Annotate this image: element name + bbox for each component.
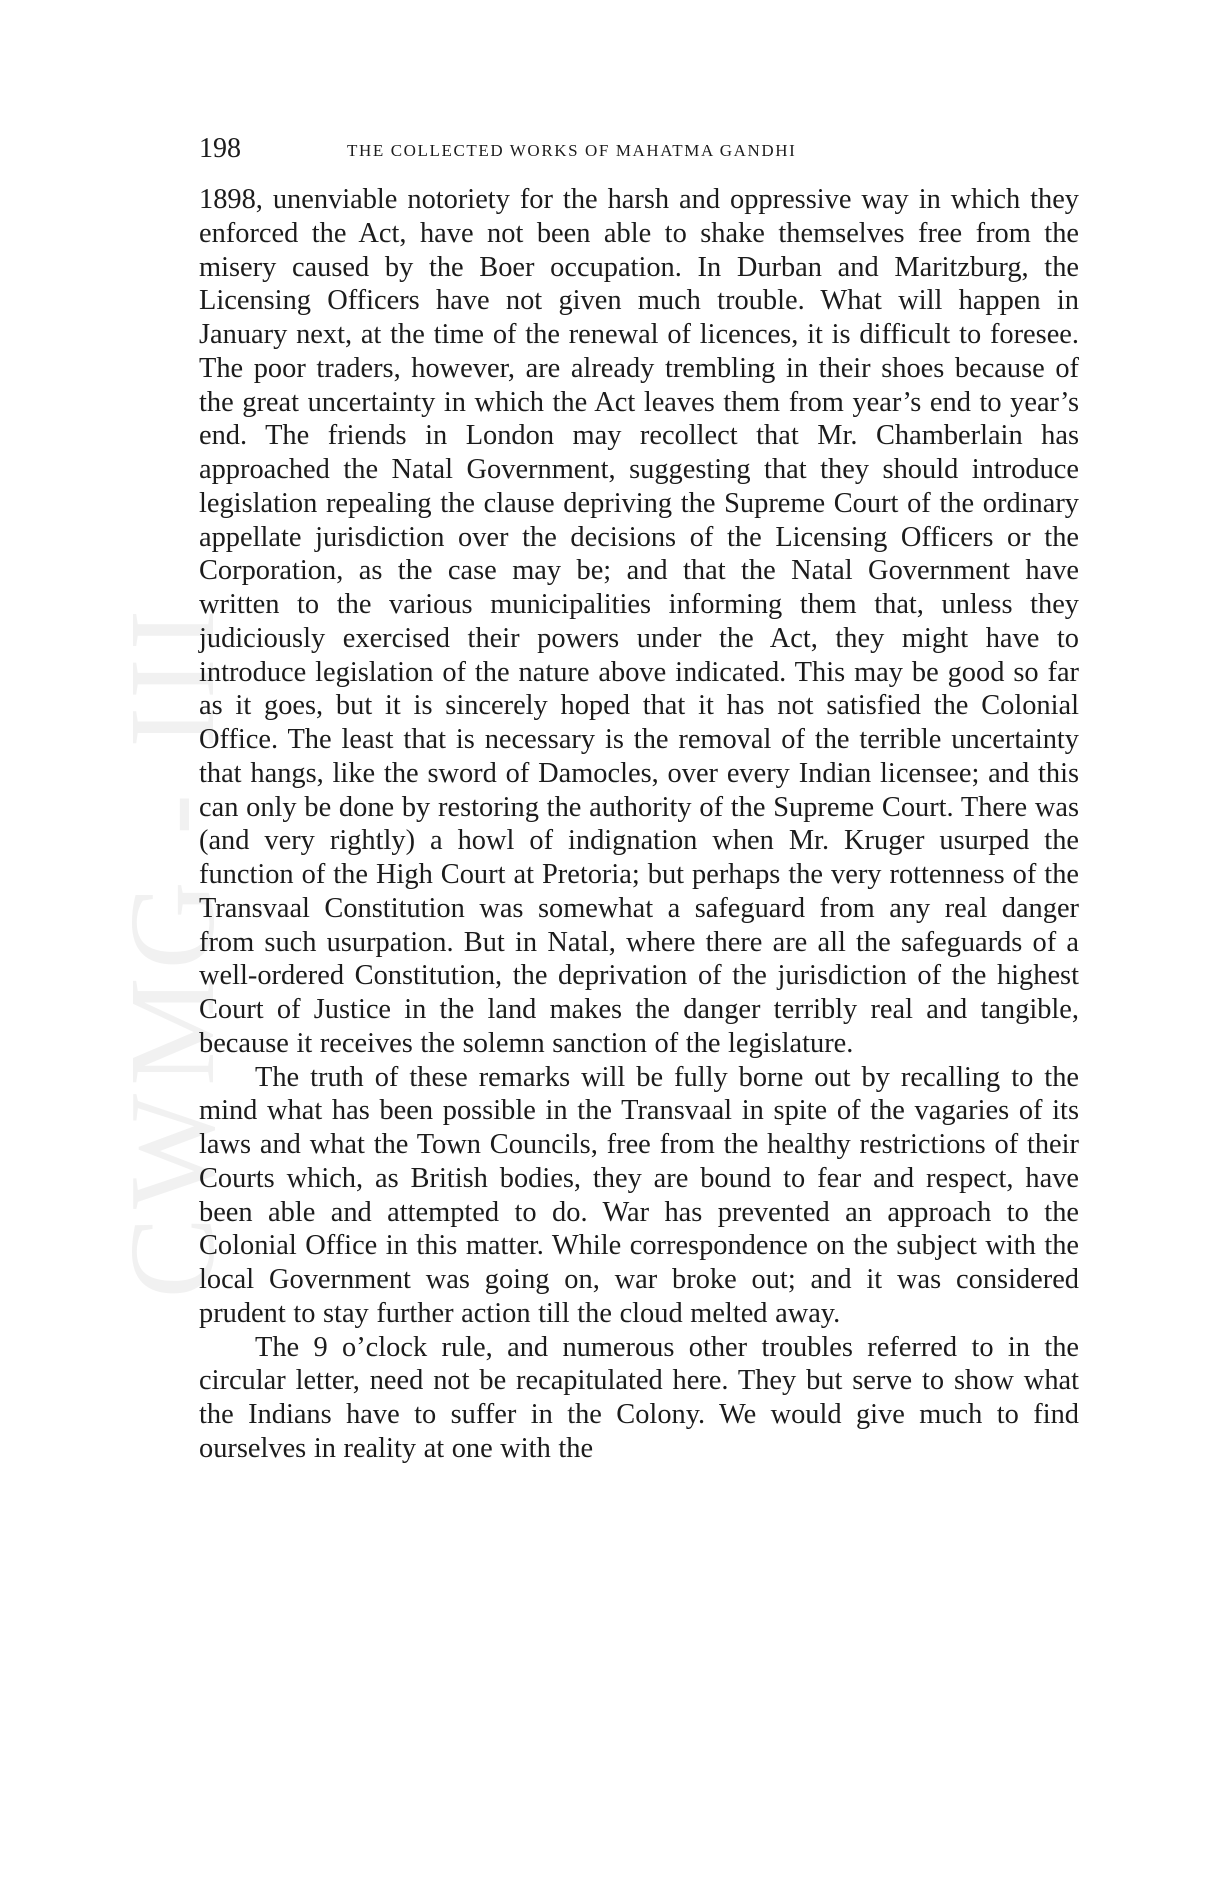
paragraph-2: The truth of these remarks will be fully borne out by recalling to the mind what has been possible in the Transvaal in spite of the vagaries of its laws and what the Town Councils, free from the healthy restrictions of their Courts which, as British bodies, they are bound to fear and respect, have been able and attempted to do. War has prevented an approach to the Colonial Office in this matter. While correspondence on the subject with the local Government was going on, war broke out; and it was considered prudent to stay further action till the cloud melted away. [199, 1061, 1079, 1329]
page-number: 198 [199, 133, 241, 164]
body-text [199, 183, 1079, 1466]
paragraph-1: 1898, unenviable notoriety for the harsh and oppressive way in which they enforced the Act, have not been able to shake themselves free from the misery caused by the Boer occupation. In Durban and Maritzburg, the Licensing Officers have not given much trouble. What will happen in January next, at the time of the renewal of licences, it is difficult to foresee. The poor traders, however, are already trembling in their shoes because of the great uncertainty in which the Act leaves them from year’s end to year’s end. The friends in London may recollect that Mr. Chamberlain has approached the Natal Government, suggesting that they should introduce legislation repealing the clause depriving the Supreme Court of the ordinary appellate jurisdiction over the decisions of the Licensing Officers or the Corporation, as the case may be; and that the Natal Government have written to the various municipalities informing them that, unless they judiciously exercised their powers under the Act, they might have to introduce legislation of the nature above indicated. This may be good so far as it goes, but it is sincerely hoped that it has not satisfied the Colonial Office. The least that is necessary is the removal of the terrible uncertainty that hangs, like the sword of Damocles, over every Indian licensee; and this can only be done by restoring the authority of the Supreme Court. There was (and very rightly) a howl of indignation when Mr. Kruger usurped the function of the High Court at Pretoria; but perhaps the very rottenness of the Transvaal Constitution was somewhat a safeguard from any real danger from such usurpation. But in Natal, where there are all the safeguards of a well-ordered Constitution, the deprivation of the jurisdiction of the highest Court of Justice in the land makes the danger terribly real and tangible, because it receives the solemn sanction of the legislature. [199, 184, 1079, 1059]
running-title: THE COLLECTED WORKS OF MAHATMA GANDHI [347, 141, 797, 160]
running-head [199, 131, 1079, 167]
paragraph-3: The 9 o’clock rule, and numerous other troubles referred to in the circular letter, need not be recapitulated here. They but serve to show what the Indians have to suffer in the Colony. We would give much to find ourselves in reality at one with the [199, 1331, 1079, 1464]
watermark-text: CWMG - III [105, 601, 240, 1299]
